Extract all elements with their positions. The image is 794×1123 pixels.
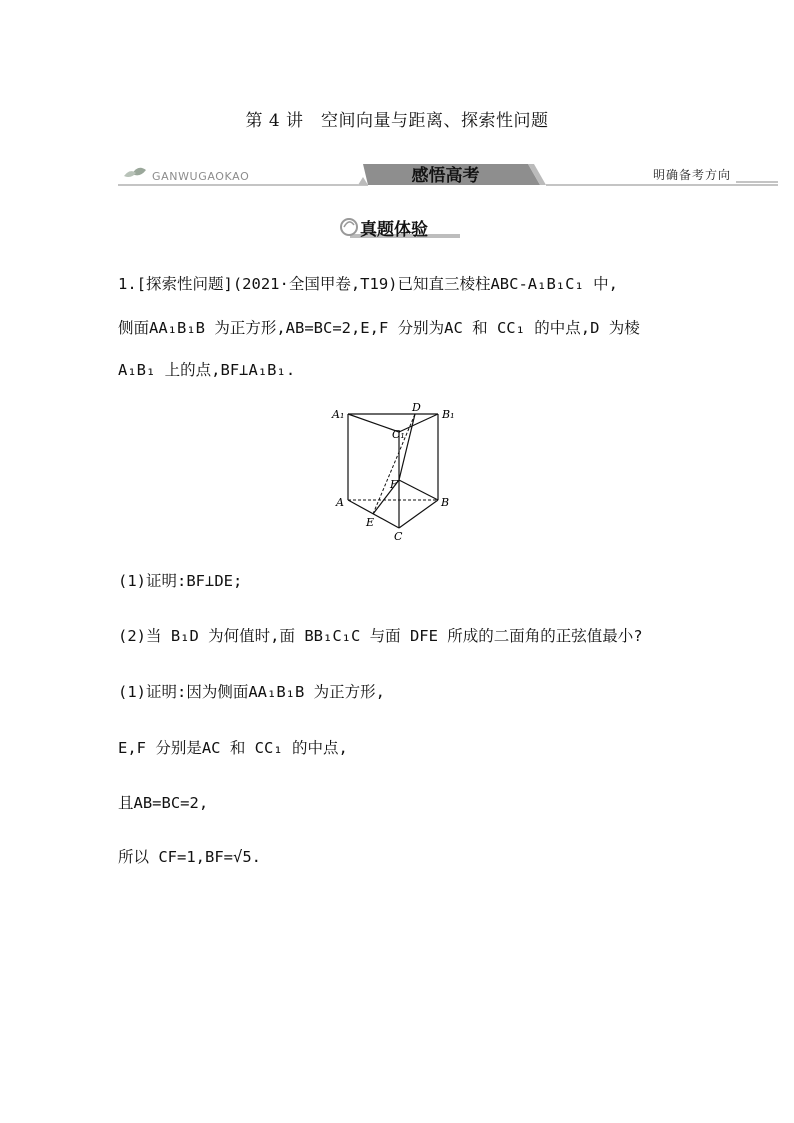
banner-title: 感悟高考 — [411, 166, 480, 186]
question-1: (1)证明:BF⊥DE; — [118, 572, 243, 590]
problem-line-3: A₁B₁ 上的点,BF⊥A₁B₁. — [118, 361, 296, 379]
label-C1: C₁ — [392, 428, 405, 441]
label-B: B — [441, 496, 450, 509]
subhead-label: 真题体验 — [360, 220, 428, 240]
banner-right-text: 明确备考方向 — [653, 168, 732, 182]
prism-figure — [330, 402, 470, 546]
solution-line-2: E,F 分别是AC 和 CC₁ 的中点, — [118, 739, 348, 757]
label-E: E — [366, 516, 375, 529]
solution-line-3: 且AB=BC=2, — [118, 794, 209, 812]
label-B1: B₁ — [442, 408, 455, 421]
page-title: 第 4 讲 空间向量与距离、探索性问题 — [245, 111, 549, 131]
solution-line-1: (1)证明:因为侧面AA₁B₁B 为正方形, — [118, 683, 385, 701]
problem-line-2: 侧面AA₁B₁B 为正方形,AB=BC=2,E,F 分别为AC 和 CC₁ 的中点,D 为棱 — [118, 319, 640, 337]
solution-line-4: 所以 CF=1,BF=√5. — [118, 848, 261, 866]
label-A: A — [336, 496, 344, 509]
prism-diagram — [330, 402, 470, 542]
label-D: D — [412, 402, 421, 414]
label-A1: A₁ — [332, 408, 345, 421]
problem-line-1: 1.[探索性问题](2021·全国甲卷,T19)已知直三棱柱ABC-A₁B₁C₁ 中, — [118, 275, 618, 293]
leaf-icon-small — [124, 171, 136, 177]
label-F: F — [390, 478, 398, 491]
question-2: (2)当 B₁D 为何值时,面 BB₁C₁C 与面 DFE 所成的二面角的正弦值最小? — [118, 627, 643, 645]
label-C: C — [394, 530, 403, 542]
section-banner — [118, 160, 778, 190]
banner-pinyin: GANWUGAOKAO — [152, 170, 250, 183]
